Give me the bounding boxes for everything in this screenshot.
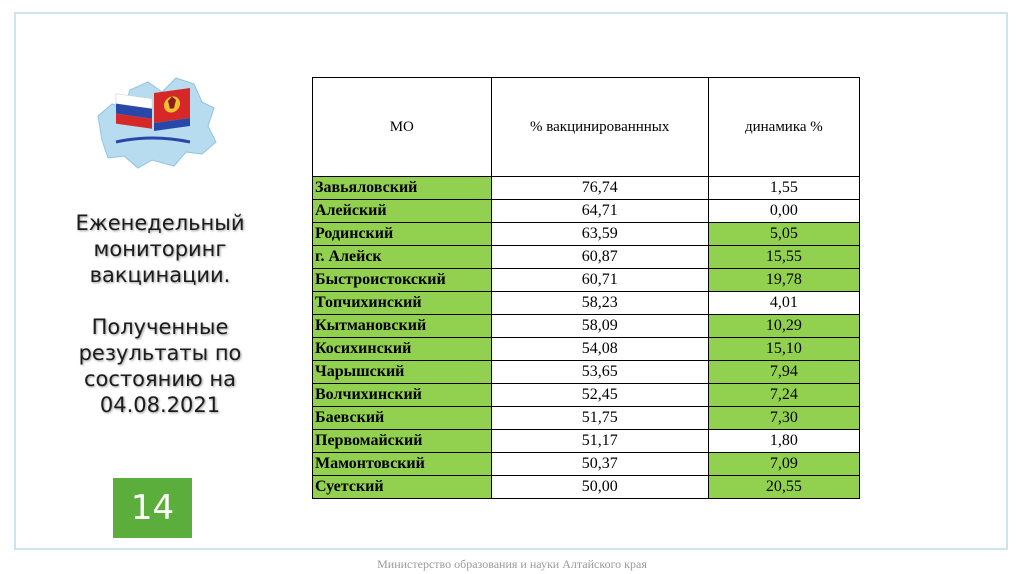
column-header-dynamics: динамика % <box>708 78 859 177</box>
result-date: 04.08.2021 <box>99 393 221 417</box>
cell-dynamics: 4,01 <box>708 292 859 315</box>
cell-mo: Чарышский <box>313 361 492 384</box>
table-row <box>313 407 860 430</box>
cell-mo: Завьяловский <box>313 177 492 200</box>
cell-dynamics: 10,29 <box>708 315 859 338</box>
cell-mo: Кытмановский <box>313 315 492 338</box>
cell-mo: Алейский <box>313 200 492 223</box>
cell-percent: 50,00 <box>491 476 708 499</box>
cell-mo: г. Алейск <box>313 246 492 269</box>
vaccination-table <box>312 77 860 499</box>
cell-mo: Суетский <box>313 476 492 499</box>
cell-dynamics: 15,55 <box>708 246 859 269</box>
table-row <box>313 476 860 499</box>
table-row <box>313 315 860 338</box>
cell-mo: Топчихинский <box>313 292 492 315</box>
cell-mo: Баевский <box>313 407 492 430</box>
cell-percent: 51,17 <box>491 430 708 453</box>
cell-percent: 51,75 <box>491 407 708 430</box>
heading-line: мониторинг <box>93 237 227 261</box>
cell-percent: 53,65 <box>491 361 708 384</box>
column-header-percent: % вакцинированнных <box>491 78 708 177</box>
cell-dynamics: 20,55 <box>708 476 859 499</box>
table-row <box>313 361 860 384</box>
cell-dynamics: 7,09 <box>708 453 859 476</box>
heading-line: Еженедельный <box>75 211 245 235</box>
cell-percent: 58,23 <box>491 292 708 315</box>
cell-dynamics: 7,30 <box>708 407 859 430</box>
cell-dynamics: 19,78 <box>708 269 859 292</box>
cell-percent: 58,09 <box>491 315 708 338</box>
table-header-row <box>313 78 860 177</box>
cell-mo: Волчихинский <box>313 384 492 407</box>
table-row <box>313 292 860 315</box>
heading-line: вакцинации. <box>89 263 231 287</box>
footer-text: Министерство образования и науки Алтайского края <box>377 557 647 571</box>
result-line: результаты по <box>78 341 242 365</box>
ministry-logo-icon <box>90 68 220 173</box>
table-row <box>313 246 860 269</box>
table-row <box>313 384 860 407</box>
cell-percent: 60,71 <box>491 269 708 292</box>
table-row <box>313 430 860 453</box>
cell-dynamics: 15,10 <box>708 338 859 361</box>
cell-percent: 52,45 <box>491 384 708 407</box>
cell-mo: Родинский <box>313 223 492 246</box>
cell-dynamics: 0,00 <box>708 200 859 223</box>
cell-percent: 76,74 <box>491 177 708 200</box>
cell-dynamics: 7,94 <box>708 361 859 384</box>
cell-percent: 54,08 <box>491 338 708 361</box>
table-row <box>313 338 860 361</box>
slide-heading <box>50 210 270 418</box>
cell-percent: 63,59 <box>491 223 708 246</box>
cell-dynamics: 5,05 <box>708 223 859 246</box>
result-line: состоянию на <box>84 367 236 391</box>
cell-dynamics: 7,24 <box>708 384 859 407</box>
cell-mo: Быстроистокский <box>313 269 492 292</box>
table-row <box>313 223 860 246</box>
cell-dynamics: 1,80 <box>708 430 859 453</box>
cell-mo: Мамонтовский <box>313 453 492 476</box>
cell-percent: 60,87 <box>491 246 708 269</box>
table-row <box>313 269 860 292</box>
cell-percent: 50,37 <box>491 453 708 476</box>
cell-mo: Косихинский <box>313 338 492 361</box>
table-row <box>313 177 860 200</box>
result-line: Полученные <box>91 315 229 339</box>
table-row <box>313 200 860 223</box>
page-number-badge: 14 <box>113 478 192 538</box>
table-body <box>313 177 860 499</box>
table-row <box>313 453 860 476</box>
cell-dynamics: 1,55 <box>708 177 859 200</box>
column-header-mo: МО <box>313 78 492 177</box>
cell-mo: Первомайский <box>313 430 492 453</box>
cell-percent: 64,71 <box>491 200 708 223</box>
